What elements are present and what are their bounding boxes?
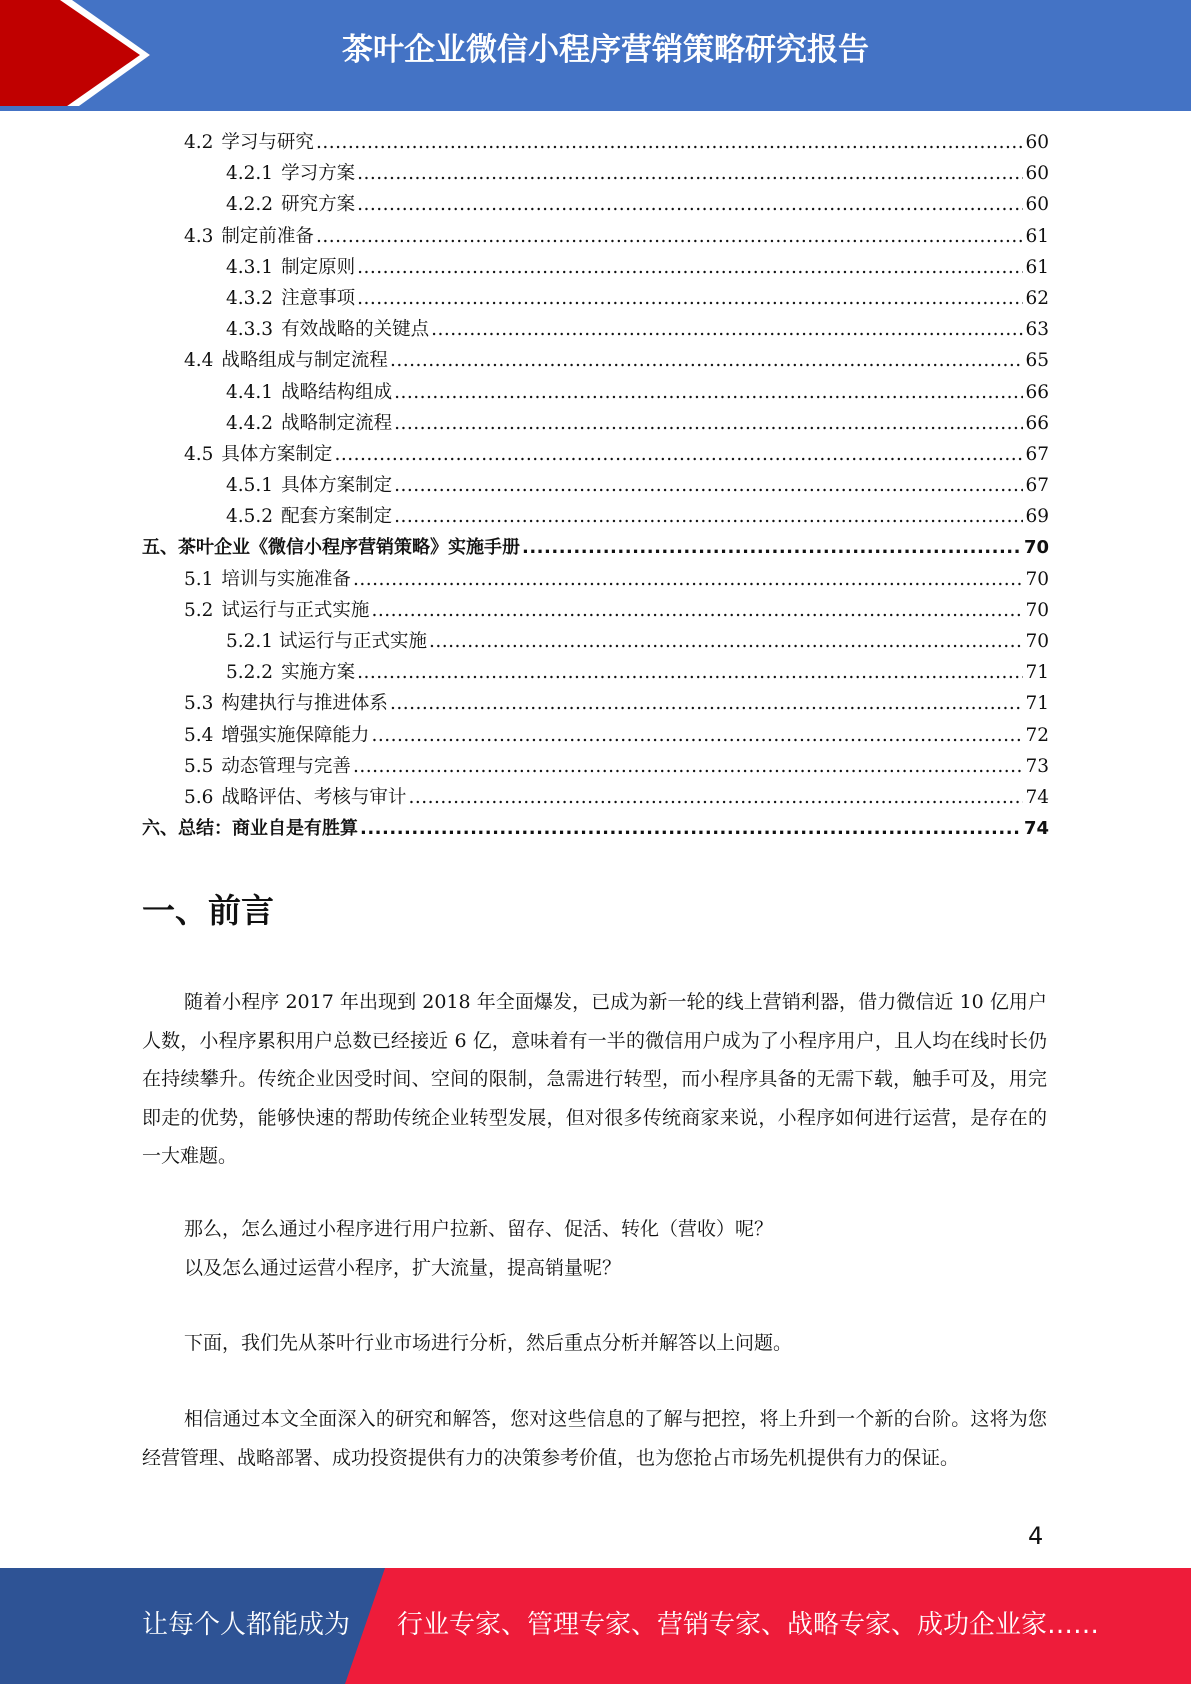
paragraph-question-2: 以及怎么通过运营小程序，扩大流量，提高销量呢？ <box>184 1257 622 1279</box>
toc-entry-page: 70 <box>1023 537 1049 559</box>
toc-entry <box>142 502 1049 533</box>
toc-entry-title: 试运行与正式实施 <box>221 599 370 621</box>
page-header <box>0 0 1191 111</box>
toc-entry-number: 4.5.2 <box>226 506 274 528</box>
toc-entry <box>142 128 1049 159</box>
paragraph-question-1: 那么，怎么通过小程序进行用户拉新、留存、促活、转化（营收）呢？ <box>184 1218 774 1240</box>
toc-entry <box>142 315 1049 346</box>
toc-entry-number: 4.3.1 <box>226 256 274 278</box>
toc-entry <box>142 159 1049 190</box>
toc-entry-page: 60 <box>1025 132 1049 153</box>
toc-entry-number: 4.3.2 <box>226 287 274 309</box>
toc-entry <box>142 409 1049 440</box>
toc-leader-dots <box>390 693 1024 714</box>
toc-leader-dots <box>394 413 1023 434</box>
paragraph-intro: 随着小程序 2017 年出现到 2018 年全面爆发，已成为新一轮的线上营销利器，借力微信近 10 亿用户人数，小程序累积用户总数已经接近 6 亿，意味着有一半的微信用户成为了小程序用户，且人均在线时长仍在持续攀升。传统企业因受时间、空间的限制，急需进行转型，而小程序具备的无需下载，触手可及，用完即走的优势，能够快速的帮助传统企业转型发展，但对很多传统商家来说，小程序如何进行运营，是存在的一大难题。 <box>142 991 1047 1167</box>
toc-entry-title: 构建执行与推进体系 <box>221 693 388 715</box>
toc-leader-dots <box>353 569 1024 590</box>
toc-entry-number: 4.5.1 <box>226 475 274 497</box>
toc-entry-page: 66 <box>1025 412 1049 434</box>
toc-entry <box>142 222 1049 253</box>
toc-entry <box>142 346 1049 377</box>
toc-entry-title: 注意事项 <box>281 287 356 309</box>
toc-entry-title: 学习与研究 <box>221 132 314 153</box>
toc-entry <box>142 565 1049 596</box>
toc-entry-number: 5.2.2 <box>226 662 274 684</box>
toc-entry-title: 五、茶叶企业《微信小程序营销策略》实施手册 <box>142 537 520 559</box>
toc-entry-page: 74 <box>1025 786 1049 808</box>
paragraph-conclusion: 相信通过本文全面深入的研究和解答，您对这些信息的了解与把控，将上升到一个新的台阶。这将为您经营管理、战略部署、成功投资提供有力的决策参考价值，也为您抢占市场先机提供有力的保证。 <box>142 1408 1047 1469</box>
toc-entry <box>142 253 1049 284</box>
toc-entry <box>142 627 1049 658</box>
toc-leader-dots <box>394 506 1023 527</box>
toc-entry-title: 学习方案 <box>281 163 356 185</box>
toc-entry-title: 具体方案制定 <box>221 443 333 465</box>
toc-entry-number: 4.2.1 <box>226 163 274 185</box>
toc-entry-number: 4.2 <box>184 132 214 153</box>
toc-entry-title: 具体方案制定 <box>281 475 393 497</box>
toc-entry <box>142 658 1049 689</box>
footer-slogan-right: 行业专家、管理专家、营销专家、战略专家、成功企业家…… <box>397 1610 1100 1640</box>
toc-entry-title: 战略组成与制定流程 <box>221 350 388 372</box>
toc-entry-number: 5.2 <box>184 599 214 621</box>
toc-entry-number: 5.6 <box>184 786 214 808</box>
toc-entry-title: 战略制定流程 <box>281 412 393 434</box>
toc-leader-dots <box>316 132 1024 153</box>
toc-entry-title: 增强实施保障能力 <box>221 724 370 746</box>
toc-entry-page: 67 <box>1025 475 1049 497</box>
toc-entry-number: 5.3 <box>184 693 214 715</box>
toc-leader-dots <box>360 818 1022 839</box>
toc-entry <box>142 814 1049 845</box>
toc-entry-title: 制定前准备 <box>221 225 314 247</box>
section-heading: 一、前言 <box>142 891 274 930</box>
toc-leader-dots <box>394 382 1023 403</box>
toc-entry-title: 六、总结：商业自是有胜算 <box>142 818 358 840</box>
page-number: 4 <box>1028 1522 1044 1550</box>
table-of-contents <box>142 128 1049 845</box>
page-footer <box>0 1568 1191 1684</box>
toc-leader-dots <box>316 226 1024 247</box>
toc-entry-page: 66 <box>1025 381 1049 403</box>
toc-leader-dots <box>408 787 1023 808</box>
toc-entry <box>142 752 1049 783</box>
toc-entry-number: 5.4 <box>184 724 214 746</box>
toc-leader-dots <box>357 662 1023 683</box>
toc-entry <box>142 284 1049 315</box>
toc-entry-page: 73 <box>1025 755 1049 777</box>
toc-leader-dots <box>357 163 1023 184</box>
toc-entry-title: 制定原则 <box>281 256 356 278</box>
toc-entry <box>142 471 1049 502</box>
toc-entry-title: 5.2.1 试运行与正式实施 <box>226 631 427 652</box>
toc-leader-dots <box>334 444 1023 465</box>
header-title: 茶叶企业微信小程序营销策略研究报告 <box>342 32 869 68</box>
toc-entry-page: 70 <box>1025 631 1049 652</box>
toc-leader-dots <box>522 537 1022 558</box>
toc-entry-title: 培训与实施准备 <box>221 568 351 590</box>
toc-entry-number: 4.3 <box>184 225 214 247</box>
toc-entry-number: 5.5 <box>184 755 214 777</box>
toc-entry-title: 有效战略的关键点 <box>281 319 430 341</box>
toc-entry-page: 60 <box>1025 163 1049 185</box>
toc-leader-dots <box>431 319 1023 340</box>
toc-entry-page: 60 <box>1025 194 1049 216</box>
toc-entry-page: 63 <box>1025 319 1049 341</box>
toc-leader-dots <box>353 756 1024 777</box>
toc-entry-page: 70 <box>1025 599 1049 621</box>
toc-entry-page: 67 <box>1025 443 1049 465</box>
toc-entry-title: 研究方案 <box>281 194 356 216</box>
toc-entry <box>142 378 1049 409</box>
toc-entry-page: 72 <box>1025 724 1049 746</box>
toc-entry <box>142 440 1049 471</box>
toc-entry <box>142 190 1049 221</box>
toc-entry-number: 4.2.2 <box>226 194 274 216</box>
footer-slogan-left: 让每个人都能成为 <box>142 1610 351 1640</box>
toc-entry-page: 70 <box>1025 568 1049 590</box>
toc-entry-number: 4.4 <box>184 350 214 372</box>
toc-entry-title: 配套方案制定 <box>281 506 393 528</box>
toc-entry-page: 65 <box>1025 350 1049 372</box>
toc-entry-number: 4.4.2 <box>226 412 274 434</box>
toc-leader-dots <box>371 725 1023 746</box>
toc-entry-title: 战略结构组成 <box>281 381 393 403</box>
toc-entry <box>142 783 1049 814</box>
toc-entry <box>142 596 1049 627</box>
toc-entry-number: 4.4.1 <box>226 381 274 403</box>
toc-leader-dots <box>357 194 1023 215</box>
toc-entry-page: 61 <box>1025 225 1049 247</box>
toc-leader-dots <box>429 631 1023 652</box>
toc-entry-title: 实施方案 <box>281 662 356 684</box>
toc-entry-title: 战略评估、考核与审计 <box>221 786 407 808</box>
paragraph-next: 下面，我们先从茶叶行业市场进行分析，然后重点分析并解答以上问题。 <box>184 1332 793 1354</box>
toc-leader-dots <box>371 600 1023 621</box>
toc-leader-dots <box>394 475 1023 496</box>
toc-entry-page: 74 <box>1023 818 1049 840</box>
toc-entry-page: 71 <box>1025 693 1049 715</box>
toc-entry-page: 61 <box>1025 256 1049 278</box>
toc-entry-number: 5.1 <box>184 568 214 590</box>
toc-entry <box>142 533 1049 564</box>
toc-entry-page: 71 <box>1025 662 1049 684</box>
toc-leader-dots <box>357 257 1023 278</box>
toc-entry-title: 动态管理与完善 <box>221 755 351 777</box>
toc-entry-number: 4.5 <box>184 443 214 465</box>
toc-entry-page: 69 <box>1025 506 1049 528</box>
toc-entry-number: 4.3.3 <box>226 319 274 341</box>
toc-leader-dots <box>357 288 1023 309</box>
toc-entry <box>142 689 1049 720</box>
toc-entry-page: 62 <box>1025 287 1049 309</box>
toc-entry <box>142 721 1049 752</box>
toc-leader-dots <box>390 350 1024 371</box>
